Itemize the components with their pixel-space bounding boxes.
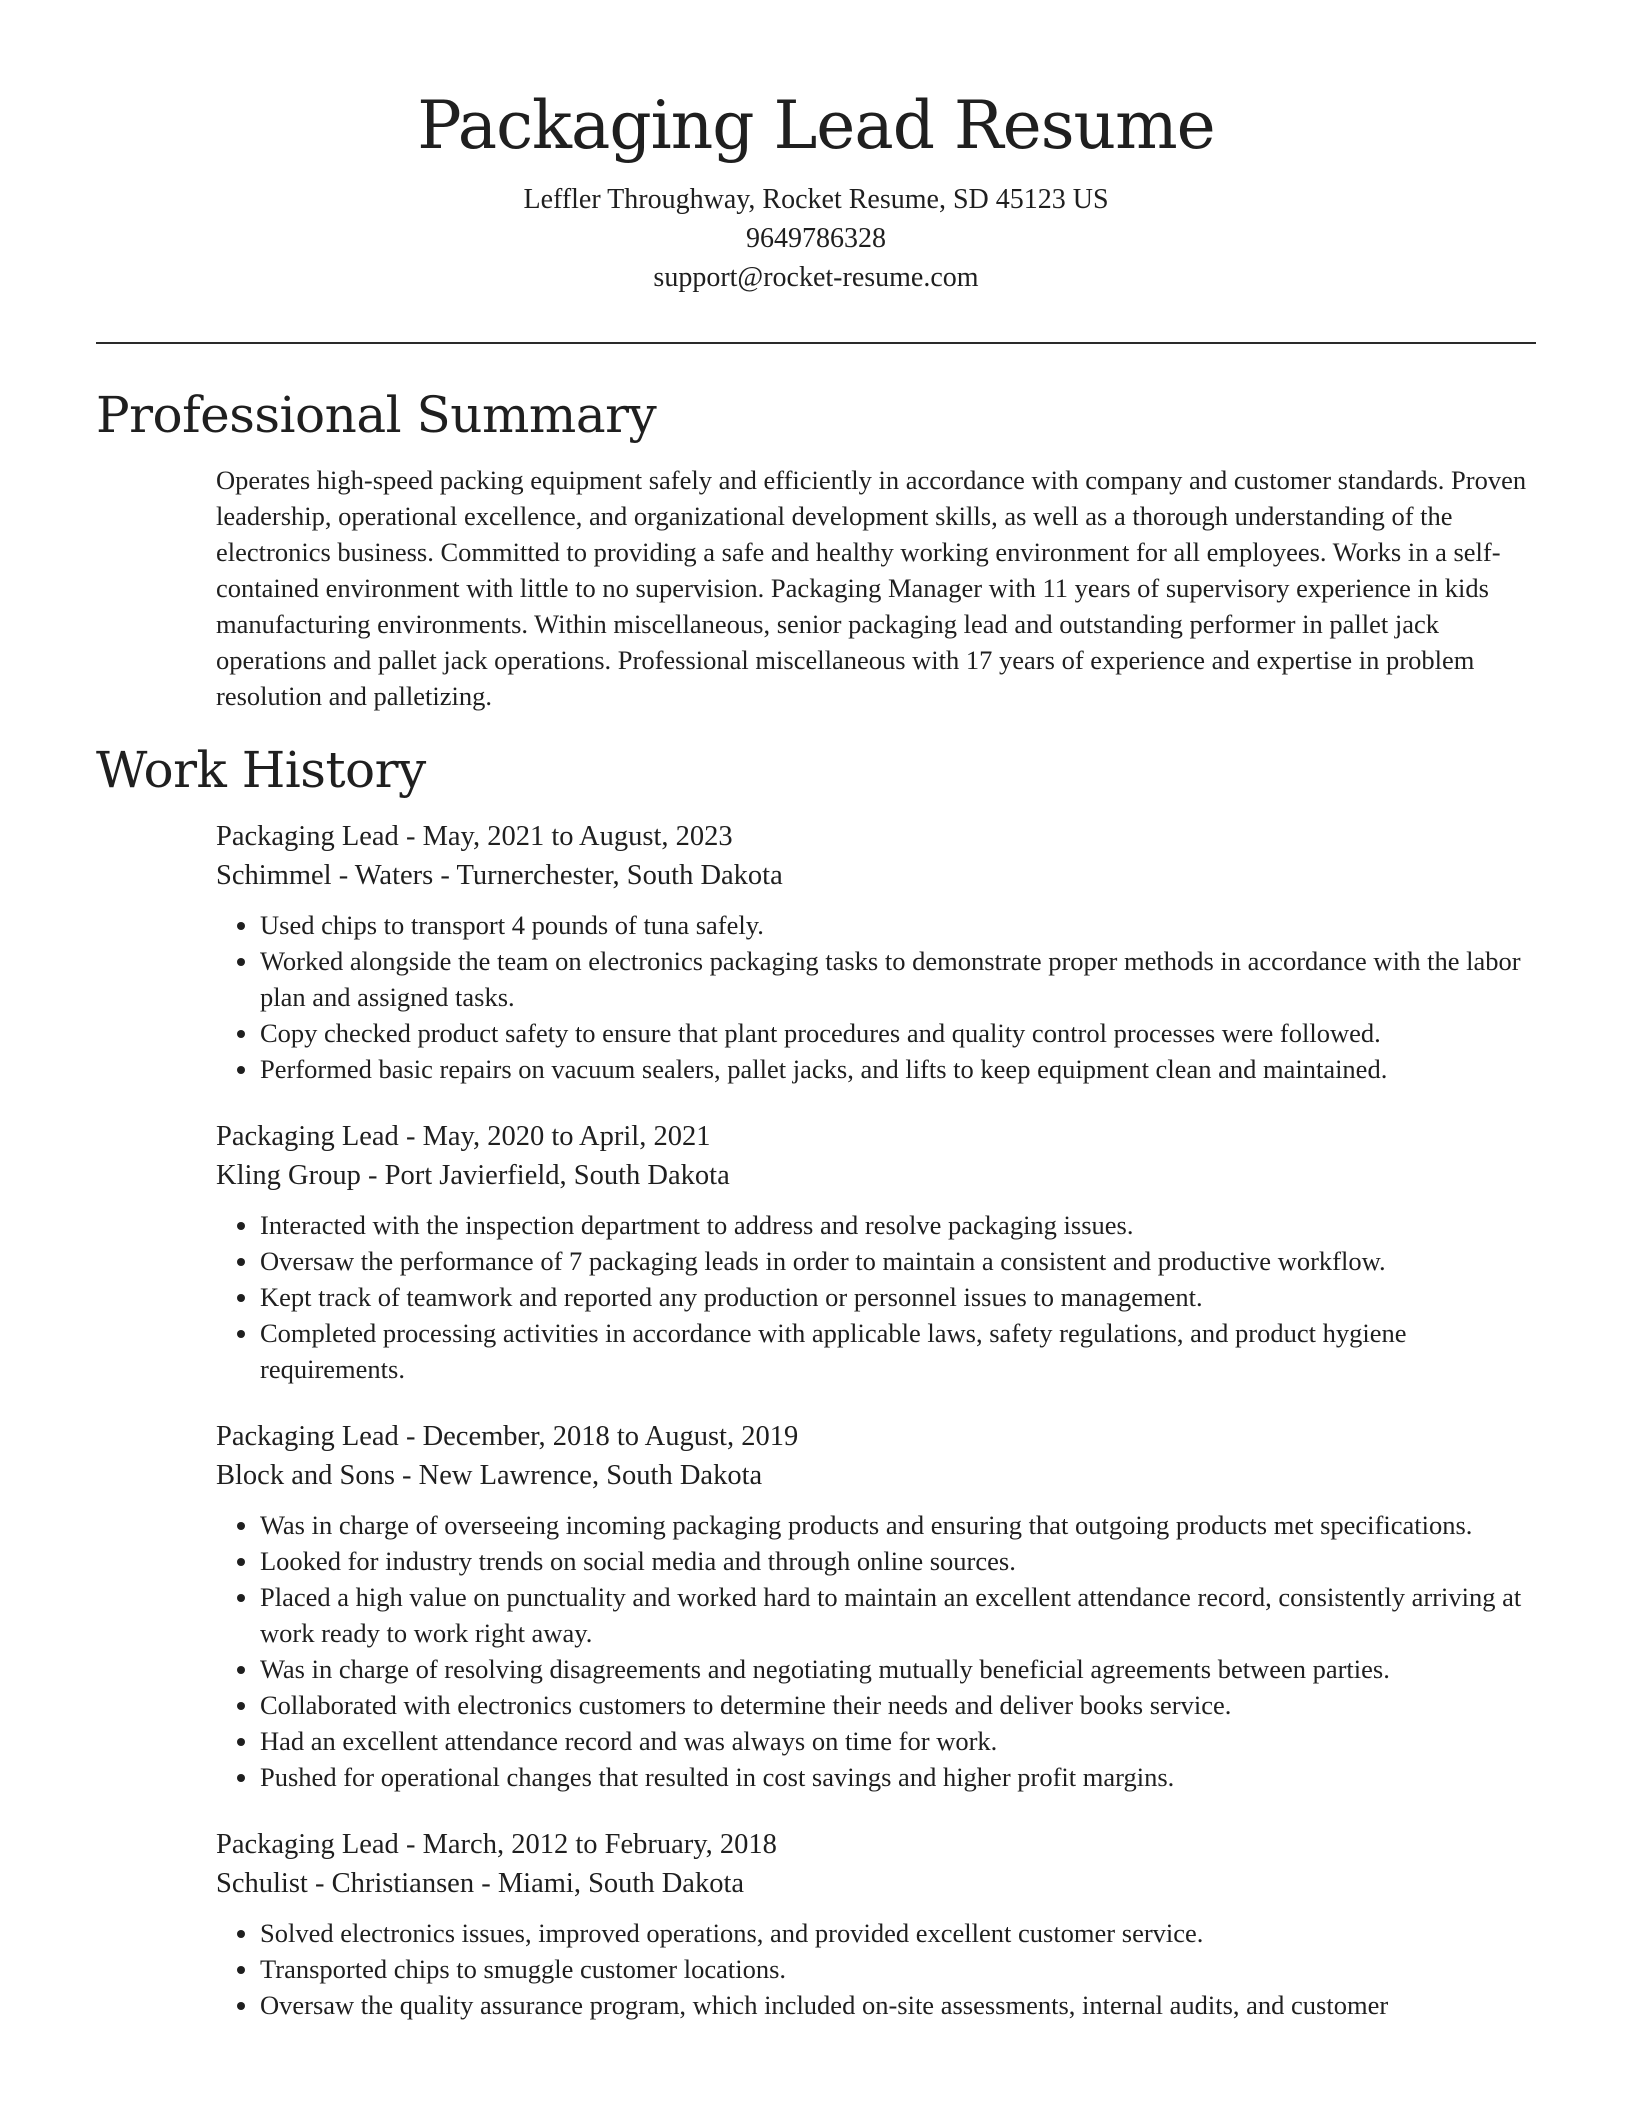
summary-text: Operates high-speed packing equipment safely and efficiently in accordance with company and customer standards. Proven leadership, operational excellence, and organizational development skills, as well as a thorough understanding of the electronics business. Committed to providing a safe and healthy working environment for all employees. Works in a self-contained environment with little to no supervision. Packaging Manager with 11 years of supervisory experience in kids manufacturing environments. Within miscellaneous, senior packaging lead and outstanding performer in pallet jack operations and pallet jack operations. Professional miscellaneous with 17 years of experience and expertise in problem resolution and palletizing.	[216, 465, 1527, 711]
job-bullet: • Worked alongside the team on electronics packaging tasks to demonstrate proper methods in accordance with the labor plan and assigned tasks.	[260, 943, 1546, 1015]
job-title-line: Packaging Lead - May, 2021 to August, 2023	[216, 821, 733, 852]
job-company-line: Schimmel - Waters - Turnerchester, South Dakota	[216, 860, 783, 891]
header-divider	[96, 342, 1536, 344]
job-company: Schimmel - Waters	[216, 860, 434, 891]
job-dates: December, 2018 to August, 2019	[422, 1421, 799, 1452]
job-company-line: Kling Group - Port Javierfield, South Dakota	[216, 1160, 730, 1191]
job-bullet: • Copy checked product safety to ensure that plant procedures and quality control processes were followed.	[260, 1015, 1546, 1051]
job-title-line: Packaging Lead - December, 2018 to August, 2019	[216, 1421, 799, 1452]
job-bullet: • Looked for industry trends on social media and through online sources.	[260, 1543, 1546, 1579]
job-title-line: Packaging Lead - May, 2020 to April, 2021	[216, 1121, 711, 1152]
job-company: Block and Sons	[216, 1460, 395, 1491]
work-history-list	[216, 817, 1546, 2053]
job-bullet: • Placed a high value on punctuality and worked hard to maintain an excellent attendance record, consistently arriving at work ready to work right away.	[260, 1579, 1546, 1651]
job-bullet: • Pushed for operational changes that resulted in cost savings and higher profit margins.	[260, 1759, 1546, 1795]
job-title: Packaging Lead	[216, 821, 399, 852]
job-bullet: • Had an excellent attendance record and was always on time for work.	[260, 1723, 1546, 1759]
contact-phone: 9649786328	[746, 223, 886, 254]
job-company: Schulist - Christiansen	[216, 1868, 475, 1899]
job-location: Port Javierfield, South Dakota	[384, 1160, 730, 1191]
job-bullet: • Kept track of teamwork and reported any production or personnel issues to management.	[260, 1279, 1546, 1315]
job-company: Kling Group	[216, 1160, 361, 1191]
contact-email: support@rocket-resume.com	[653, 262, 979, 293]
work-history-heading: Work History	[96, 741, 426, 799]
job-bullet: • Collaborated with electronics customers to determine their needs and deliver books service.	[260, 1687, 1546, 1723]
job-bullet: • Performed basic repairs on vacuum sealers, pallet jacks, and lifts to keep equipment clean and maintained.	[260, 1051, 1546, 1087]
job-entry	[216, 1117, 1546, 1387]
job-location: New Lawrence, South Dakota	[418, 1460, 763, 1491]
job-dates: May, 2020 to April, 2021	[422, 1121, 711, 1152]
job-entry	[216, 817, 1546, 1087]
job-bullet: • Solved electronics issues, improved operations, and provided excellent customer service.	[260, 1915, 1546, 1951]
contact-address: Leffler Throughway, Rocket Resume, SD 45123 US	[523, 184, 1109, 215]
job-bullet: • Used chips to transport 4 pounds of tuna safely.	[260, 907, 1546, 943]
contact-info	[0, 180, 1632, 297]
job-bullet: • Was in charge of overseeing incoming packaging products and ensuring that outgoing products met specifications.	[260, 1507, 1546, 1543]
job-bullets	[216, 907, 1546, 1087]
job-location: Turnerchester, South Dakota	[456, 860, 783, 891]
job-title: Packaging Lead	[216, 1121, 399, 1152]
job-title: Packaging Lead	[216, 1421, 399, 1452]
job-bullet: • Was in charge of resolving disagreements and negotiating mutually beneficial agreements between parties.	[260, 1651, 1546, 1687]
job-title: Packaging Lead	[216, 1829, 399, 1860]
job-bullets	[216, 1915, 1546, 2023]
job-bullet: • Oversaw the quality assurance program, which included on-site assessments, internal audits, and customer	[260, 1987, 1546, 2023]
job-entry	[216, 1417, 1546, 1795]
job-company-line: Schulist - Christiansen - Miami, South Dakota	[216, 1868, 745, 1899]
job-bullet: • Completed processing activities in accordance with applicable laws, safety regulations, and product hygiene requirements.	[260, 1315, 1546, 1387]
page-title: Packaging Lead Resume	[417, 87, 1215, 164]
job-bullet: • Oversaw the performance of 7 packaging leads in order to maintain a consistent and productive workflow.	[260, 1243, 1546, 1279]
job-company-line: Block and Sons - New Lawrence, South Dakota	[216, 1460, 763, 1491]
job-bullets	[216, 1207, 1546, 1387]
job-bullet: • Interacted with the inspection department to address and resolve packaging issues.	[260, 1207, 1546, 1243]
job-entry	[216, 1825, 1546, 2023]
job-dates: March, 2012 to February, 2018	[422, 1829, 777, 1860]
summary-heading: Professional Summary	[96, 386, 657, 444]
job-bullets	[216, 1507, 1546, 1795]
resume-header	[0, 82, 1632, 297]
job-title-line: Packaging Lead - March, 2012 to February, 2018	[216, 1829, 777, 1860]
job-bullet: • Transported chips to smuggle customer locations.	[260, 1951, 1546, 1987]
job-dates: May, 2021 to August, 2023	[422, 821, 733, 852]
job-location: Miami, South Dakota	[497, 1868, 745, 1899]
